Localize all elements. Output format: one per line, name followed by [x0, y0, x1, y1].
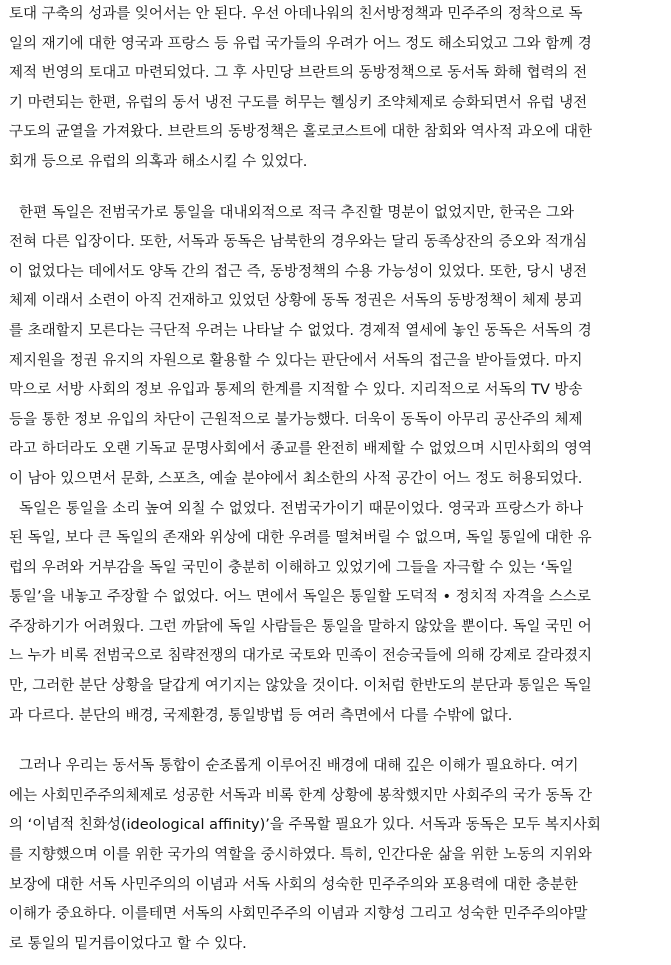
paragraph-4 [9, 752, 663, 959]
text-line: 를 지향했으며 이를 위한 국가의 역할을 중시하였다. 특히, 인간다운 삶을 위한 노동의 지위와 [9, 847, 592, 864]
text-line: 된 독일, 보다 큰 독일의 존재와 위상에 대한 우려를 떨쳐버릴 수 없으며, 독일 통일에 대한 유 [9, 530, 592, 547]
text-line: 막으로 서방 사회의 정보 유입과 통제의 한계를 지적할 수 있다. 지리적으로 서독의 TV 방송 [9, 382, 583, 399]
text-line: 토대 구축의 성과를 잊어서는 안 된다. 우선 아데나워의 친서방정책과 민주주의 정착으로 독 [9, 6, 583, 22]
text-line: 를 초래할지 모른다는 극단적 우려는 나타날 수 없었다. 경제적 열세에 놓인 동독은 서독의 경 [9, 322, 592, 339]
text-line: 독일은 통일을 소리 높여 외칠 수 없었다. 전범국가이기 때문이었다. 영국과 프랑스가 하나 [19, 500, 584, 517]
text-line: 그러나 우리는 동서독 통합이 순조롭게 이루어진 배경에 대해 깊은 이해가 필요하다. 여기 [19, 758, 579, 775]
text-line: 일의 재기에 대한 영국과 프랑스 등 유럽 국가들의 우려가 어느 정도 해소되었고 그와 함께 경 [9, 35, 592, 52]
text-line: 체제 이래서 소련이 아직 건재하고 있었던 상황에 동독 정권은 서독의 동방정책이 체제 붕괴 [9, 293, 583, 310]
text-line: 주장하기가 어려웠다. 그런 까닭에 독일 사람들은 통일을 말하지 않았을 뿐이다. 독일 국민 어 [9, 618, 592, 635]
text-line: 과 다르다. 분단의 배경, 국제환경, 통일방법 등 여러 측면에서 다를 수밖에 없다. [9, 707, 513, 724]
paragraph-1 [9, 0, 663, 178]
text-line: 럽의 우려와 거부감을 독일 국민이 충분히 이해하고 있었기에 그들을 자극할 수 있는 ‘독일 [9, 559, 574, 576]
paragraph-gap [9, 731, 663, 752]
text-line: 보장에 대한 서독 사민주의의 이념과 서독 사회의 성숙한 민주주의와 포용력에 대한 충분한 [9, 876, 578, 893]
text-line: 만, 그러한 분단 상황을 달갑게 여기지는 않았을 것이다. 이처럼 한반도의 분단과 통일은 독일 [9, 678, 592, 695]
text-line: 전혀 다른 입장이다. 또한, 서독과 동독은 남북한의 경우와는 달리 동족상잔의 증오와 적개심 [9, 234, 588, 251]
text-line: 이해가 중요하다. 이를테면 서독의 사회민주주의 이념과 지향성 그리고 성숙한 민주주의야말 [9, 906, 588, 923]
text-line: 라고 하더라도 오랜 기독교 문명사회에서 종교를 완전히 배제할 수 없었으며 시민사회의 영역 [9, 441, 592, 458]
text-line: 제지원을 정권 유지의 자원으로 활용할 수 있다는 판단에서 서독의 접근을 받아들였다. 마지 [9, 352, 583, 369]
text-line: 등을 통한 정보 유입의 차단이 근원적으로 불가능했다. 더욱이 동독이 아무리 공산주의 체제 [9, 411, 583, 428]
paragraph-2 [9, 199, 663, 495]
paragraph-gap [9, 178, 663, 199]
text-line: 에는 사회민주주의체제로 성공한 서독과 비록 한계 상황에 봉착했지만 사회주의 국가 동독 간 [9, 787, 592, 804]
text-line: 제적 번영의 토대고 마련되었다. 그 후 사민당 브란트의 동방정책으로 동서독 화해 협력의 전 [9, 65, 588, 82]
text-line: 회개 등으로 유럽의 의혹과 해소시킬 수 있었다. [9, 153, 308, 170]
text-line: 느 누가 비록 전범국으로 침략전쟁의 대가로 국토와 민족이 전승국들에 의해 강제로 갈라졌지 [9, 648, 592, 665]
text-line: 이 없었다는 데에서도 양독 간의 접근 즉, 동방정책의 수용 가능성이 있었다. 또한, 당시 냉전 [9, 263, 587, 280]
text-line: 구도의 균열을 가져왔다. 브란트의 동방정책은 홀로코스트에 대한 참회와 역사적 과오에 대한 [9, 124, 592, 141]
text-line: 이 남아 있으면서 문화, 스포츠, 예술 분야에서 최소한의 사적 공간이 어느 정도 허용되었다. [9, 470, 583, 487]
document-page [9, 0, 663, 959]
text-line: 통일’을 내놓고 주장할 수 없었다. 어느 면에서 독일은 통일할 도덕적 • 정치적 자격을 스스로 [9, 589, 591, 606]
text-line: 의 ‘이념적 친화성(ideological affinity)’을 주목할 필요가 있다. 서독과 동독은 모두 복지사회 [9, 817, 601, 834]
text-line: 한편 독일은 전범국가로 통일을 대내외적으로 적극 추진할 명분이 없었지만, 한국은 그와 [19, 204, 574, 221]
text-line: 로 통일의 밑거름이었다고 할 수 있다. [9, 935, 247, 952]
paragraph-3 [9, 495, 663, 732]
text-line: 기 마련되는 한편, 유럽의 동서 냉전 구도를 허무는 헬싱키 조약체제로 승화되면서 유럽 냉전 [9, 94, 588, 111]
